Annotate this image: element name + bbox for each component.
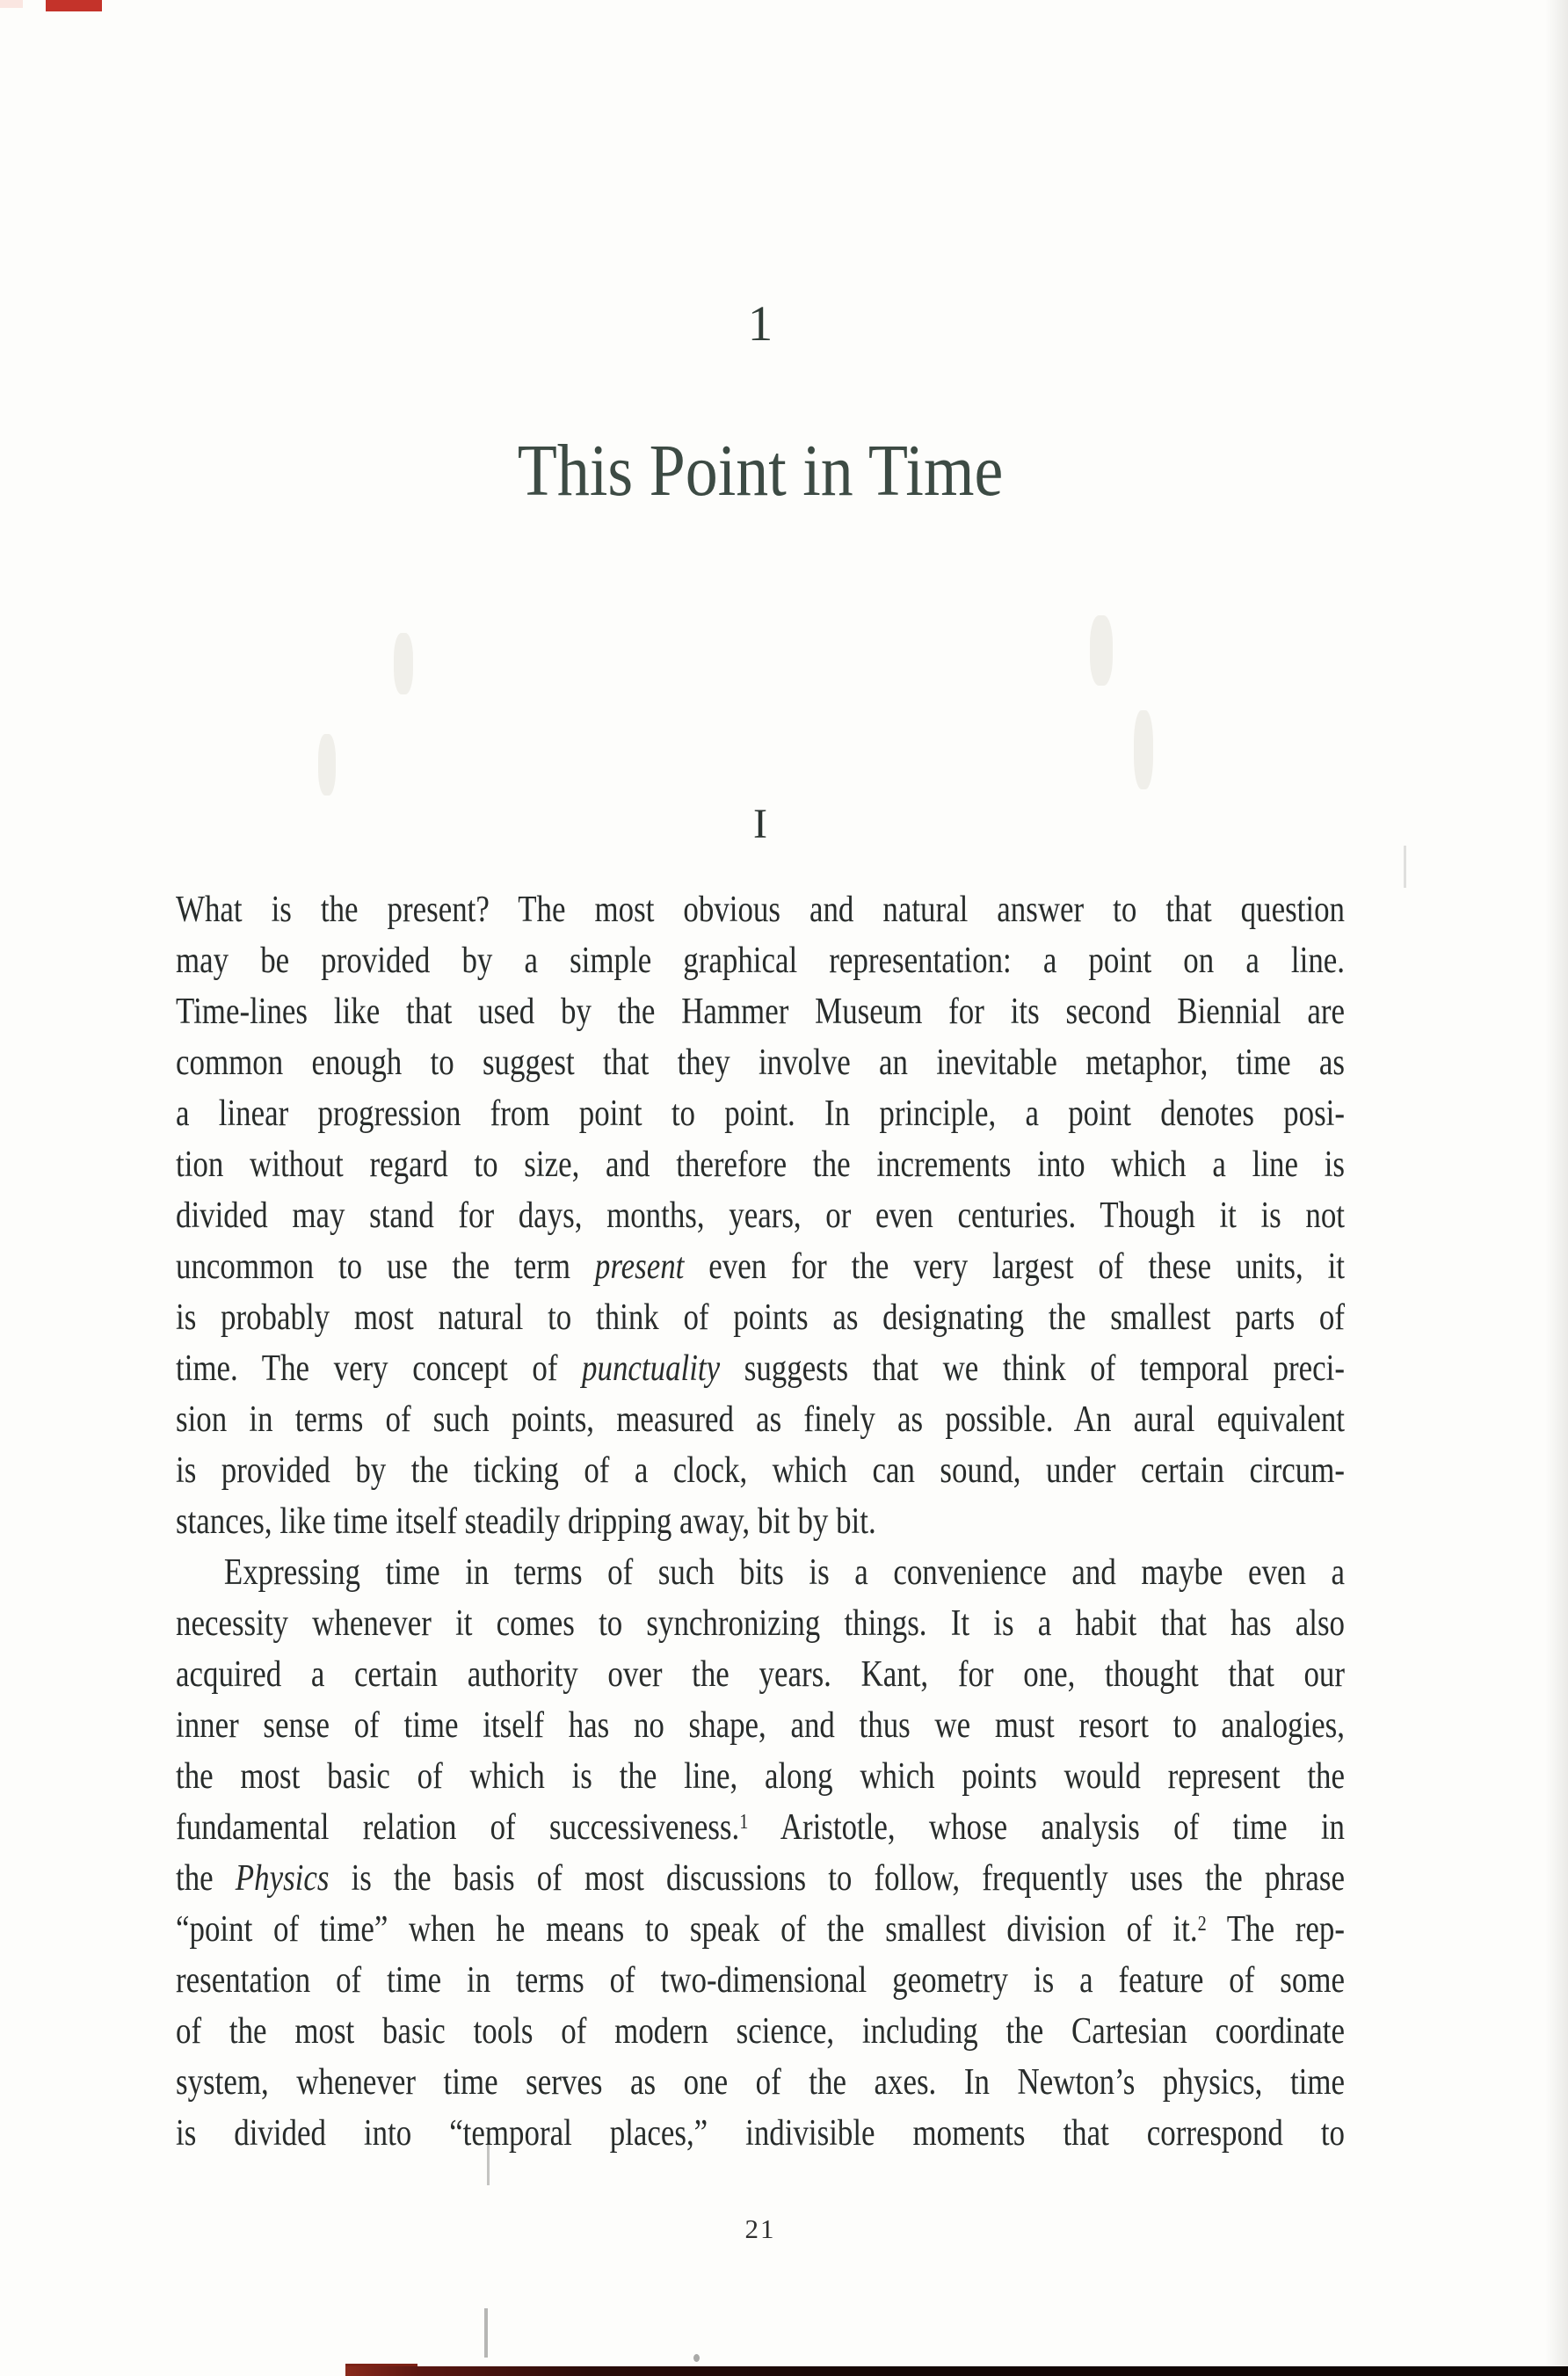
scan-artifact-edge-shade (1545, 0, 1568, 2376)
section-heading: I (753, 801, 767, 847)
body-line: tion without regard to size, and therefore the increments into which a line is (176, 1144, 1345, 1185)
body-line: time. The very concept of punctuality suggests that we think of temporal preci- (176, 1348, 1345, 1389)
body-line: may be provided by a simple graphical representation: a point on a line. (176, 941, 1345, 981)
text-column (176, 0, 1345, 2376)
body-line: common enough to suggest that they involve an inevitable metaphor, time as (176, 1043, 1345, 1083)
body-line: a linear progression from point to point. In principle, a point denotes posi- (176, 1094, 1345, 1134)
body-line: is probably most natural to think of points as designating the smallest parts of (176, 1297, 1345, 1338)
page-number: 21 (744, 2213, 776, 2244)
body-line: stances, like time itself steadily dripping away, bit by bit. (176, 1501, 876, 1542)
body-line: of the most basic tools of modern science, including the Cartesian coordinate (176, 2011, 1345, 2052)
body-line: “point of time” when he means to speak of the smallest division of it.$^2$ The rep- (176, 1909, 1345, 1950)
body-line: uncommon to use the term present even for the very largest of these units, it (176, 1246, 1345, 1287)
body-line: the Physics is the basis of most discussions to follow, frequently uses the phrase (176, 1858, 1346, 1899)
scan-artifact-corner-tint (0, 0, 23, 8)
body-line: resentation of time in terms of two-dimensional geometry is a feature of some (176, 1960, 1345, 2001)
body-text (176, 884, 1345, 2159)
scan-artifact-red-chip (46, 0, 102, 11)
body-line: fundamental relation of successiveness.$^1$ Aristotle, whose analysis of time in (176, 1807, 1346, 1848)
body-line: Time-lines like that used by the Hammer Museum for its second Biennial are (176, 992, 1345, 1032)
scan-mark (1404, 846, 1406, 888)
body-line: system, whenever time serves as one of the axes. In Newton’s physics, time (176, 2062, 1345, 2103)
chapter-title: This Point in Time (517, 430, 1004, 512)
body-line: acquired a certain authority over the years. Kant, for one, thought that our (176, 1654, 1345, 1695)
body-line: is divided into “temporal places,” indivisible moments that correspond to (176, 2113, 1345, 2154)
chapter-number: 1 (747, 296, 773, 352)
scan-artifact-bottom-strip (345, 2366, 1568, 2376)
body-line: is provided by the ticking of a clock, which can sound, under certain circum- (176, 1450, 1345, 1491)
body-line: the most basic of which is the line, along which points would represent the (176, 1756, 1345, 1797)
body-line: Expressing time in terms of such bits is a convenience and maybe even a (223, 1552, 1345, 1593)
body-line: inner sense of time itself has no shape, and thus we must resort to analogies, (176, 1705, 1345, 1746)
body-line: divided may stand for days, months, years, or even centuries. Though it is not (176, 1195, 1345, 1236)
body-line: necessity whenever it comes to synchronizing things. It is a habit that has also (176, 1603, 1345, 1644)
body-line: What is the present? The most obvious and natural answer to that question (176, 890, 1345, 930)
body-line: sion in terms of such points, measured as finely as possible. An aural equivalent (176, 1399, 1345, 1440)
